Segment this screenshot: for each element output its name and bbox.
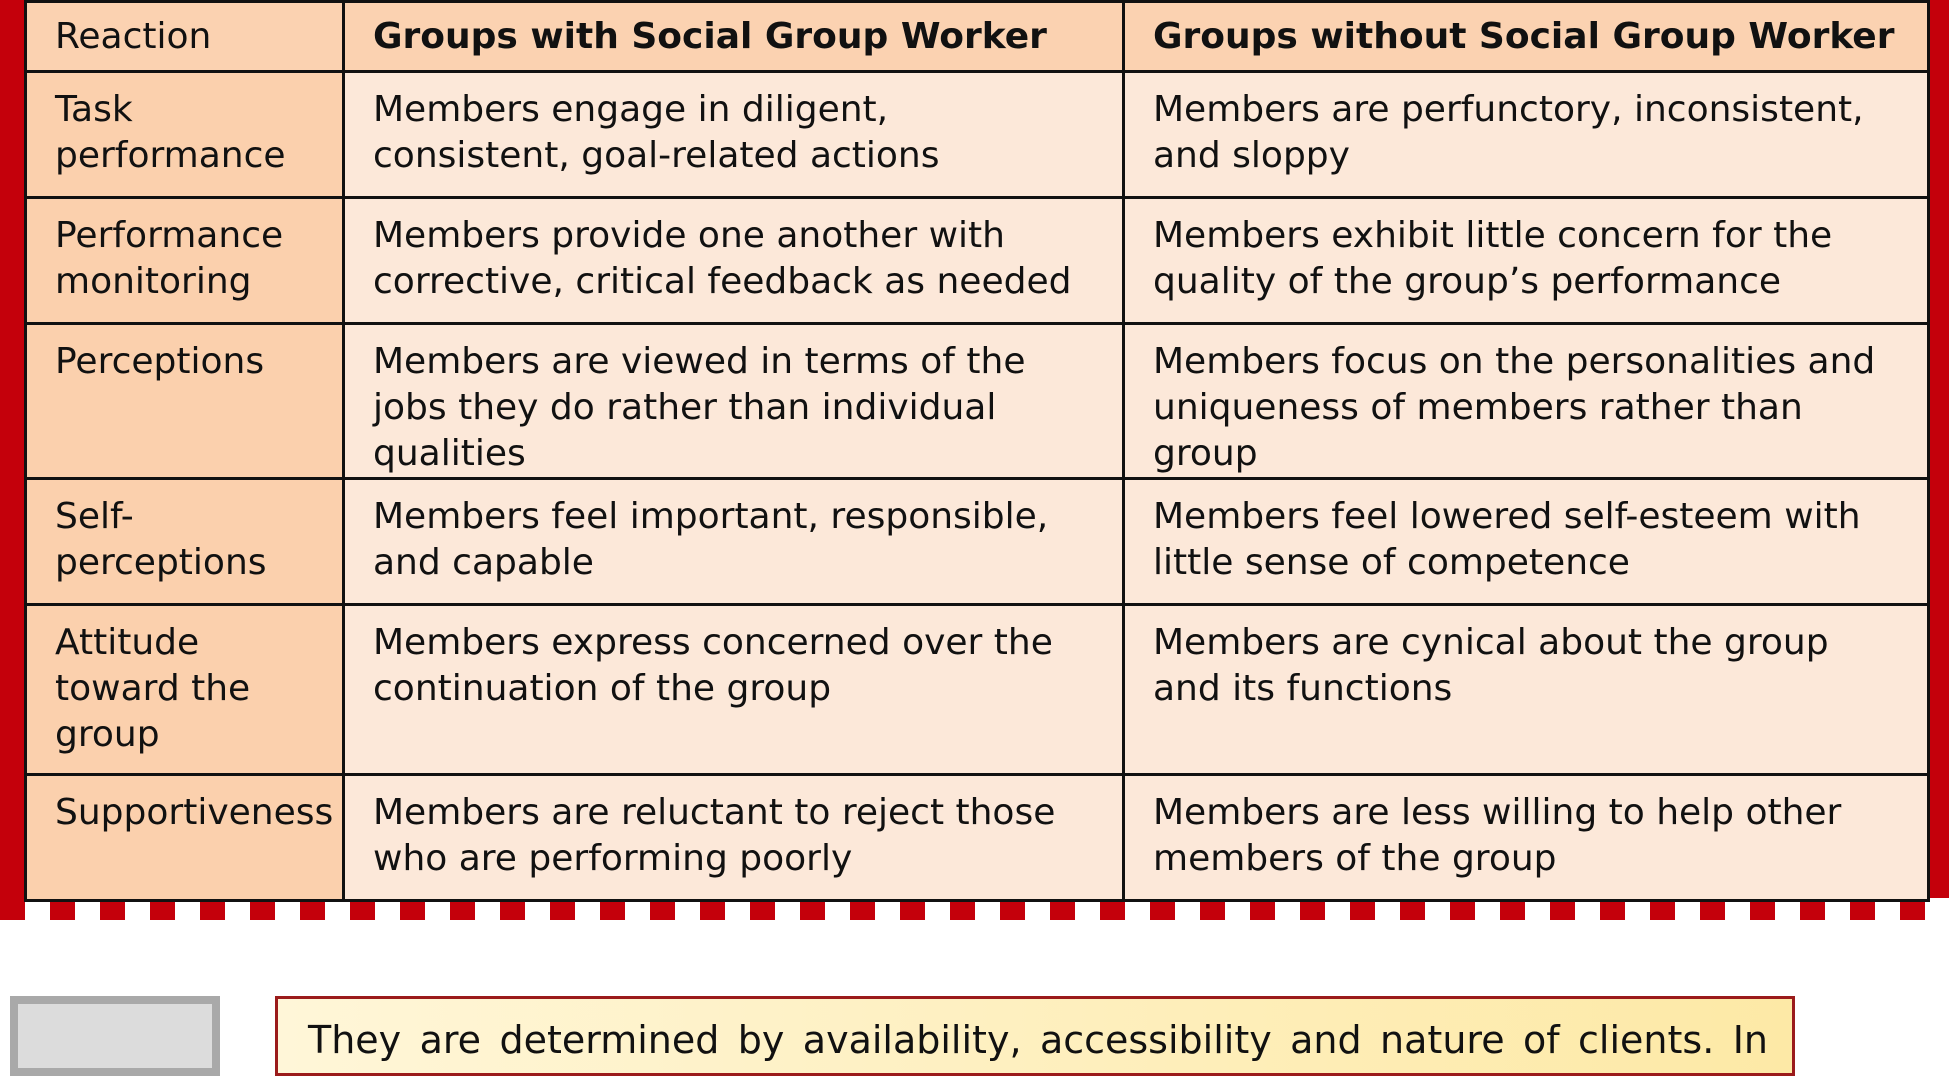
table-row xyxy=(26,72,1929,198)
note-text: They are determined by availability, accessibility and nature of clients. In xyxy=(308,1018,1768,1062)
note-box xyxy=(275,996,1795,1076)
cell-without-worker: Members are less willing to help other members of the group xyxy=(1124,775,1929,901)
comparison-table xyxy=(24,0,1930,902)
table-row xyxy=(26,605,1929,775)
header-reaction: Reaction xyxy=(26,2,344,72)
table-header-row xyxy=(26,2,1929,72)
row-label: Self-perceptions xyxy=(26,479,344,605)
row-label: Performance monitoring xyxy=(26,198,344,324)
cell-without-worker: Members are perfunctory, inconsistent, and sloppy xyxy=(1124,72,1929,198)
cell-with-worker: Members engage in diligent, consistent, goal-related actions xyxy=(344,72,1124,198)
cell-with-worker: Members are reluctant to reject those who are performing poorly xyxy=(344,775,1124,901)
row-label: Supportiveness xyxy=(26,775,344,901)
cell-without-worker: Members are cynical about the group and its functions xyxy=(1124,605,1929,775)
row-label: Task performance xyxy=(26,72,344,198)
row-label: Attitude toward the group xyxy=(26,605,344,775)
table-row xyxy=(26,479,1929,605)
cell-without-worker: Members feel lowered self-esteem with little sense of competence xyxy=(1124,479,1929,605)
side-panel xyxy=(10,996,220,1076)
cell-with-worker: Members feel important, responsible, and capable xyxy=(344,479,1124,605)
table-row xyxy=(26,324,1929,479)
table-row xyxy=(26,198,1929,324)
cell-with-worker: Members provide one another with corrective, critical feedback as needed xyxy=(344,198,1124,324)
cell-with-worker: Members express concerned over the continuation of the group xyxy=(344,605,1124,775)
header-with-worker: Groups with Social Group Worker xyxy=(344,2,1124,72)
row-label: Perceptions xyxy=(26,324,344,479)
cell-without-worker: Members focus on the personalities and uniqueness of members rather than group xyxy=(1124,324,1929,479)
header-without-worker: Groups without Social Group Worker xyxy=(1124,2,1929,72)
table-row xyxy=(26,775,1929,901)
cell-with-worker: Members are viewed in terms of the jobs they do rather than individual qualities xyxy=(344,324,1124,479)
cell-without-worker: Members exhibit little concern for the quality of the group’s performance xyxy=(1124,198,1929,324)
